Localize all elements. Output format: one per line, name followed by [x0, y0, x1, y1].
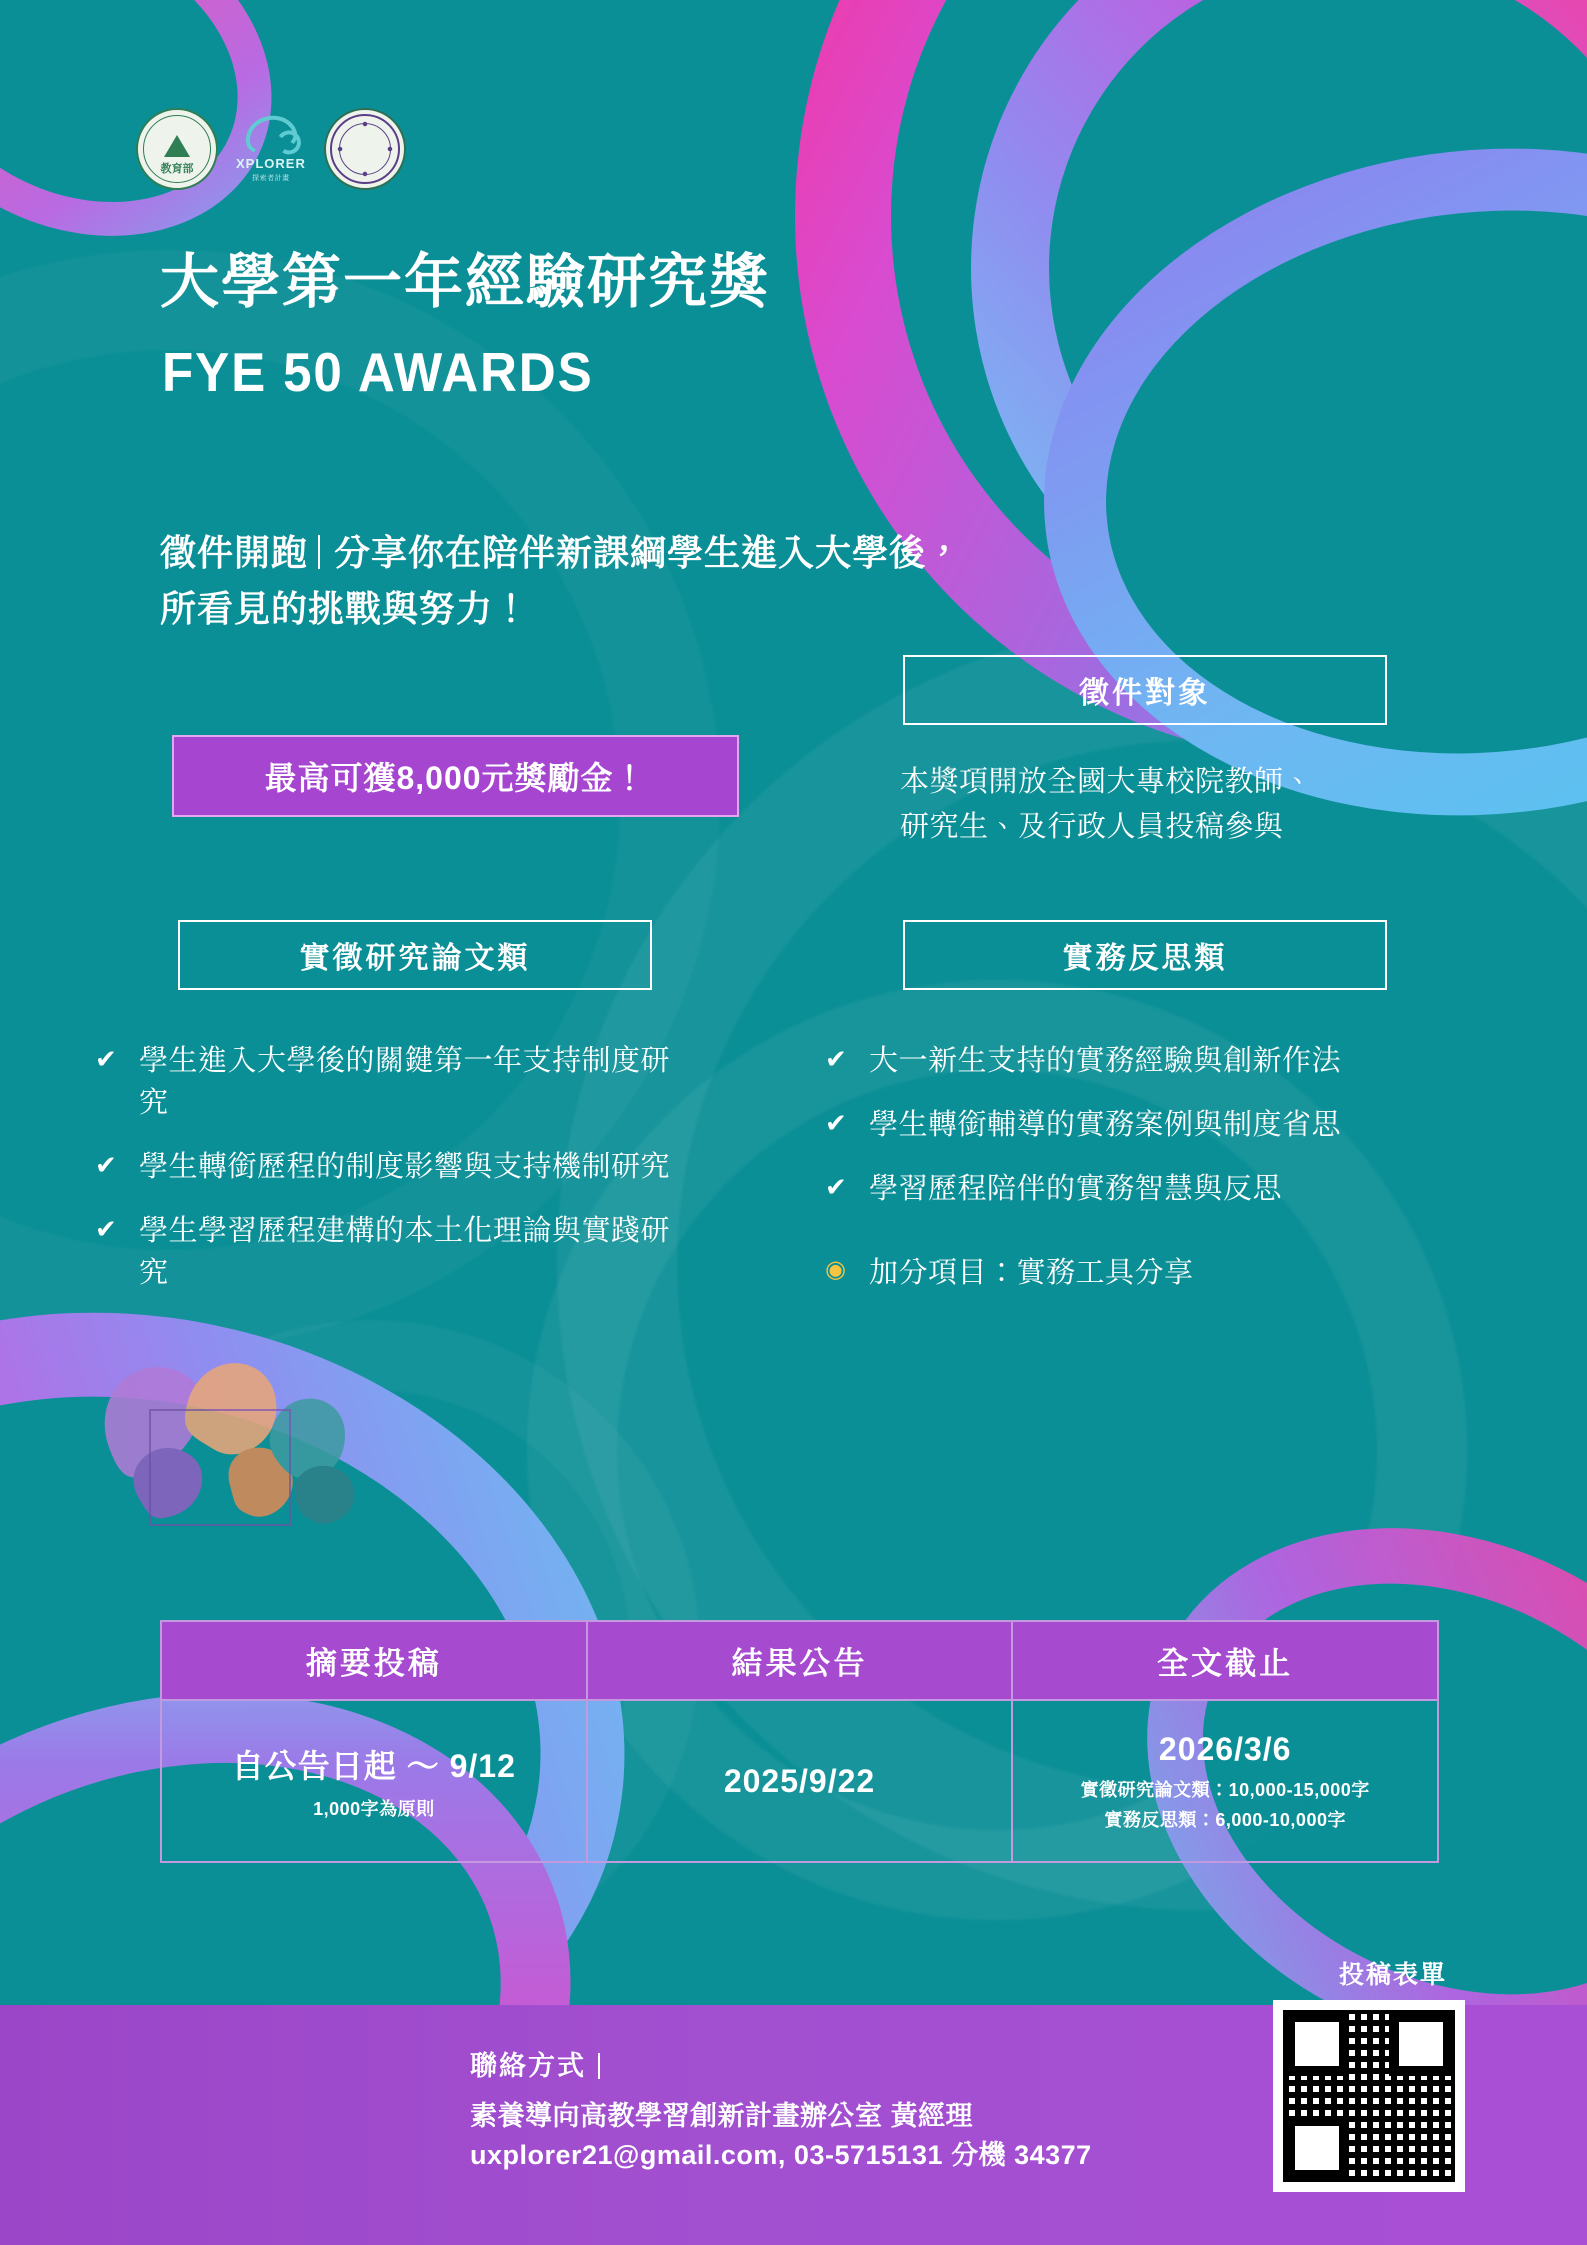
cell-main-text: 自公告日起 ～ 9/12	[231, 1748, 516, 1784]
xplorer-subtitle: 探索者計畫	[252, 174, 290, 182]
qr-code[interactable]	[1273, 2000, 1465, 2192]
lead-paragraph	[160, 525, 1390, 637]
list-item	[825, 1168, 1425, 1210]
schedule-table	[160, 1620, 1439, 1863]
ministry-of-education-logo	[136, 108, 218, 190]
list-item-label: 學習歷程陪伴的實務智慧與反思	[869, 1173, 1283, 1206]
lead-divider	[318, 535, 320, 569]
table-cell-fulltext	[1013, 1699, 1437, 1861]
category-left-list	[95, 1040, 695, 1316]
list-item-label: 大一新生支持的實務經驗與創新作法	[869, 1045, 1342, 1077]
list-item-label: 學生學習歷程建構的本土化理論與實踐研究	[139, 1215, 671, 1290]
lead-text-line1: 分享你在陪伴新課綱學生進入大學後，	[334, 532, 964, 573]
category-right-list	[825, 1040, 1425, 1316]
schedule-column-header: 全文截止	[1013, 1622, 1437, 1699]
contact-heading	[470, 2044, 1300, 2083]
list-item	[95, 1210, 695, 1294]
schedule-column-header: 結果公告	[588, 1622, 1014, 1699]
list-item	[825, 1104, 1425, 1146]
logo-row	[136, 108, 406, 190]
target-description-line1: 本獎項開放全國大專校院教師、	[900, 766, 1314, 798]
bonus-item-label: 加分項目：實務工具分享	[869, 1257, 1194, 1290]
list-item-label: 學生進入大學後的關鍵第一年支持制度研究	[139, 1045, 671, 1120]
target-heading: 徵件對象	[903, 655, 1387, 725]
schedule-column-header: 摘要投稿	[162, 1622, 588, 1699]
contact-heading-divider	[598, 2053, 600, 2079]
list-item	[825, 1040, 1425, 1082]
check-icon: ✔	[95, 1150, 118, 1181]
check-icon: ✔	[825, 1108, 848, 1139]
cell-sub-text-2: 實務反思類：6,000-10,000字	[1104, 1809, 1346, 1830]
contact-email-phone: uxplorer21@gmail.com, 03-5715131 分機 34377	[470, 2139, 1092, 2170]
bonus-item	[825, 1252, 1425, 1294]
cell-main-text: 2026/3/6	[1158, 1730, 1292, 1767]
category-left-heading: 實徵研究論文類	[178, 920, 652, 990]
xplorer-logo	[232, 116, 310, 183]
category-right-heading: 實務反思類	[903, 920, 1387, 990]
target-description	[900, 760, 1460, 850]
cell-sub-text: 1,000字為原則	[313, 1799, 435, 1819]
contact-heading-label: 聯絡方式	[470, 2050, 586, 2081]
check-icon: ✔	[95, 1214, 118, 1245]
schedule-table-body-row	[162, 1699, 1437, 1861]
qr-code-image	[1283, 2010, 1455, 2182]
xplorer-wordmark: XPLORER	[236, 155, 306, 171]
list-item-label: 學生轉銜輔導的實務案例與制度省思	[869, 1109, 1342, 1142]
cell-sub-text: 實徵研究論文類：10,000-15,000字	[1080, 1779, 1370, 1800]
check-icon: ✔	[825, 1172, 848, 1203]
lead-text-line2: 所看見的挑戰與努力！	[160, 587, 531, 629]
qr-label: 投稿表單	[1338, 1961, 1447, 1989]
xplorer-mark-icon	[242, 111, 301, 159]
prize-badge: 最高可獲8,000元獎勵金！	[172, 735, 739, 817]
bonus-icon: ◉	[825, 1256, 847, 1284]
moe-logo-caption: 教育部	[160, 163, 194, 175]
cell-main-text: 2025/9/22	[723, 1762, 876, 1799]
table-cell-result	[588, 1699, 1014, 1861]
list-item-label: 學生轉銜歷程的制度影響與支持機制研究	[139, 1151, 671, 1184]
list-item	[95, 1040, 695, 1124]
contact-office: 素養導向高教學習創新計畫辦公室 黃經理	[470, 2100, 974, 2131]
list-item	[95, 1146, 695, 1188]
page-title: 大學第一年經驗研究獎	[160, 249, 771, 315]
footer-contact	[470, 2044, 1300, 2175]
target-description-line2: 研究生、及行政人員投稿參與	[900, 810, 1284, 843]
national-tsing-hua-university-logo	[324, 108, 406, 190]
page-title-english: FYE 50 AWARDS	[162, 341, 594, 403]
check-icon: ✔	[95, 1044, 118, 1074]
table-cell-abstract	[162, 1699, 588, 1861]
check-icon: ✔	[825, 1044, 848, 1074]
lead-call-label: 徵件開跑	[160, 532, 309, 573]
schedule-table-header-row	[162, 1622, 1437, 1699]
